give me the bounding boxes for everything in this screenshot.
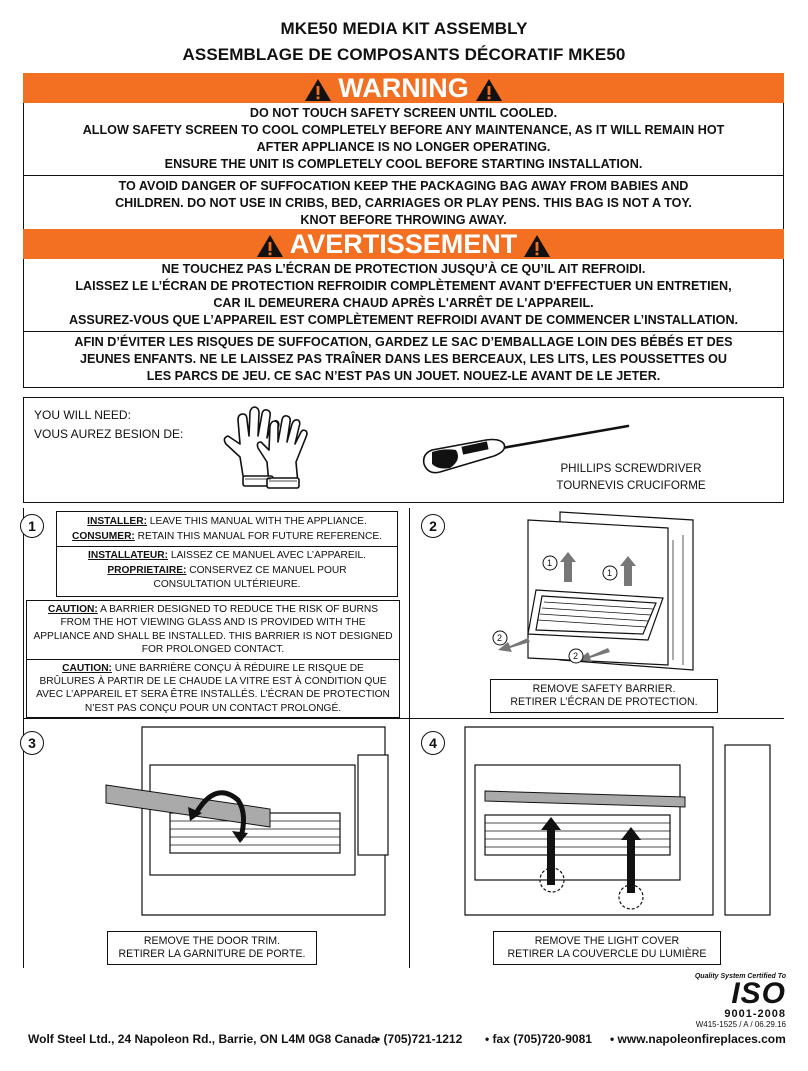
warning-line: ALLOW SAFETY SCREEN TO COOL COMPLETELY BEFORE ANY MAINTENANCE, AS IT WILL REMAIN HOT [82, 123, 725, 137]
installateur-label: INSTALLATEUR: [88, 550, 168, 561]
caution-box [26, 600, 400, 718]
avertissement-text-box [23, 259, 784, 388]
iso-certification [690, 973, 786, 1029]
step-2-number: 2 [421, 514, 445, 538]
step-1-number: 1 [20, 514, 44, 538]
step-divider-vertical [409, 508, 410, 968]
step-3-caption-fr: RETIRER LA GARNITURE DE PORTE. [118, 948, 306, 960]
step-2-caption-fr: RETIRER L’ÉCRAN DE PROTECTION. [510, 696, 698, 708]
consumer-text: RETAIN THIS MANUAL FOR FUTURE REFERENCE. [134, 530, 382, 542]
step-3-caption [107, 931, 317, 965]
warning-triangle-icon [256, 234, 284, 258]
need-fr: VOUS AUREZ BESION DE: [34, 427, 184, 441]
title-fr: ASSEMBLAGE DE COMPOSANTS DÉCORATIF MKE50 [182, 45, 626, 64]
footer-phone: • (705)721-1212 [376, 1032, 463, 1046]
avertissement-banner [23, 229, 784, 259]
gloves-icon [214, 402, 319, 490]
proprietaire-text: CONSERVEZ CE MANUEL POUR CONSULTATION ULTÉRIEURE. [153, 564, 347, 590]
screwdriver-caption [551, 460, 711, 494]
warning-line: AFTER APPLIANCE IS NO LONGER OPERATING. [256, 140, 551, 154]
step-4-illustration [455, 725, 780, 920]
tools-needed-box [23, 397, 784, 503]
footer-fax: • fax (705)720-9081 [485, 1032, 592, 1046]
warning-triangle-icon [304, 78, 332, 102]
screwdriver-en: PHILLIPS SCREWDRIVER [560, 462, 702, 475]
need-en: YOU WILL NEED: [34, 408, 131, 422]
step-2-caption [490, 679, 718, 713]
warning-line: TO AVOID DANGER OF SUFFOCATION KEEP THE PACKAGING BAG AWAY FROM BABIES AND [118, 179, 689, 193]
step-4-caption-en: REMOVE THE LIGHT COVER [534, 935, 680, 947]
step-3-illustration [100, 725, 400, 920]
avertissement-line: NE TOUCHEZ PAS L’ÉCRAN DE PROTECTION JUSQU’À CE QU’IL AIT REFROIDI. [161, 262, 646, 276]
iso-standard: 9001-2008 [724, 1008, 786, 1020]
warning-line: CHILDREN. DO NOT USE IN CRIBS, BED, CARRIAGES OR PLAY PENS. THIS BAG IS NOT A TOY. [115, 196, 692, 210]
avertissement-line: CAR IL DEMEURERA CHAUD APRÈS L'ARRÊT DE L'APPAREIL. [213, 296, 594, 310]
manual-notice-box [56, 511, 398, 597]
warning-line: KNOT BEFORE THROWING AWAY. [300, 213, 507, 227]
installateur-text: LAISSEZ CE MANUEL AVEC L’APPAREIL. [168, 550, 366, 561]
screwdriver-fr: TOURNEVIS CRUCIFORME [556, 479, 706, 492]
consumer-label: CONSUMER: [72, 530, 135, 542]
warning-triangle-icon [523, 234, 551, 258]
avertissement-line: LAISSEZ LE L’ÉCRAN DE PROTECTION REFROIDIR COMPLÈTEMENT AVANT D'EFFECTUER UN ENTRETIEN, [75, 279, 732, 293]
warning-suffocation [24, 175, 783, 231]
callout-1: 1 [547, 558, 553, 568]
step-3-number: 3 [20, 731, 44, 755]
installer-label: INSTALLER: [87, 516, 147, 527]
step-3-caption-en: REMOVE THE DOOR TRIM. [143, 935, 281, 947]
step-4-number: 4 [421, 731, 445, 755]
callout-1: 1 [607, 568, 613, 578]
warning-line: ENSURE THE UNIT IS COMPLETELY COOL BEFORE STARTING INSTALLATION. [164, 157, 643, 171]
step-4-caption [493, 931, 721, 965]
warning-triangle-icon [475, 78, 503, 102]
step-4-caption-fr: RETIRER LA COUVERCLE DU LUMIÈRE [507, 948, 707, 960]
iso-logo: ISO [731, 977, 786, 1010]
avertissement-line: JEUNES ENFANTS. NE LE LAISSEZ PAS TRAÎNER DANS LES BERCEAUX, LES LITS, LES POUSSETTES OU [79, 352, 728, 366]
avertissement-label: AVERTISSEMENT [289, 229, 518, 259]
warning-line: DO NOT TOUCH SAFETY SCREEN UNTIL COOLED. [249, 106, 558, 120]
warning-label: WARNING [338, 73, 469, 103]
avertissement-suffocation [24, 331, 783, 387]
caution-text: A BARRIER DESIGNED TO REDUCE THE RISK OF BURNS FROM THE HOT VIEWING GLASS AND IS PROVIDED WITH THE APPLIANCE AND SHALL BE INSTALLED. THIS BARRIER IS NOT DESIGNED FOR PROLONGED CONTACT. [33, 604, 393, 656]
iso-tagline: Quality System Certified To [694, 973, 786, 980]
caution-label: CAUTION: [47, 604, 98, 615]
callout-2: 2 [497, 633, 503, 643]
step-2-caption-en: REMOVE SAFETY BARRIER. [532, 683, 676, 695]
step-2-illustration [488, 510, 708, 675]
warning-safety-screen [24, 103, 783, 175]
caution-fr-label: CAUTION: [62, 662, 112, 674]
footer-company: Wolf Steel Ltd., 24 Napoleon Rd., Barrie, ON L4M 0G8 Canada [28, 1032, 378, 1046]
proprietaire-label: PROPRIETAIRE: [107, 564, 187, 576]
warning-banner [23, 73, 784, 103]
title-en: MKE50 MEDIA KIT ASSEMBLY [280, 19, 528, 38]
avertissement-line: LES PARCS DE JEU. CE SAC N’EST PAS UN JOUET. NOUEZ-LE AVANT DE LE JETER. [146, 369, 661, 383]
installer-text: LEAVE THIS MANUAL WITH THE APPLIANCE. [146, 516, 367, 527]
doc-number: W415-1525 / A / 06.29.16 [695, 1020, 786, 1029]
avertissement-line: ASSUREZ-VOUS QUE L’APPAREIL EST COMPLÈTEMENT REFROIDI AVANT DE COMMENCER L’INSTALLATION. [68, 313, 739, 327]
avertissement-line: AFIN D’ÉVITER LES RISQUES DE SUFFOCATION, GARDEZ LE SAC D’EMBALLAGE LOIN DES BÉBÉS ET DES [74, 335, 733, 349]
warning-text-box [23, 103, 784, 232]
avertissement-safety-screen [24, 259, 783, 331]
caution-fr-text: UNE BARRIÈRE CONÇU À RÉDUIRE LE RISQUE DE BRÛLURES À PARTIR DE LE CHAUDE LA VITRE EST À CONDITION QUE AVEC L’APPAREIL ET SERA ÊTRE INSTALLÉS. L’ÉCRAN DE PROTECTION N’EST PAS CONÇU POUR UN CONTACT PROLONGÉ. [36, 662, 390, 714]
callout-2: 2 [573, 651, 579, 661]
footer-website[interactable]: • www.napoleonfireplaces.com [610, 1032, 786, 1046]
